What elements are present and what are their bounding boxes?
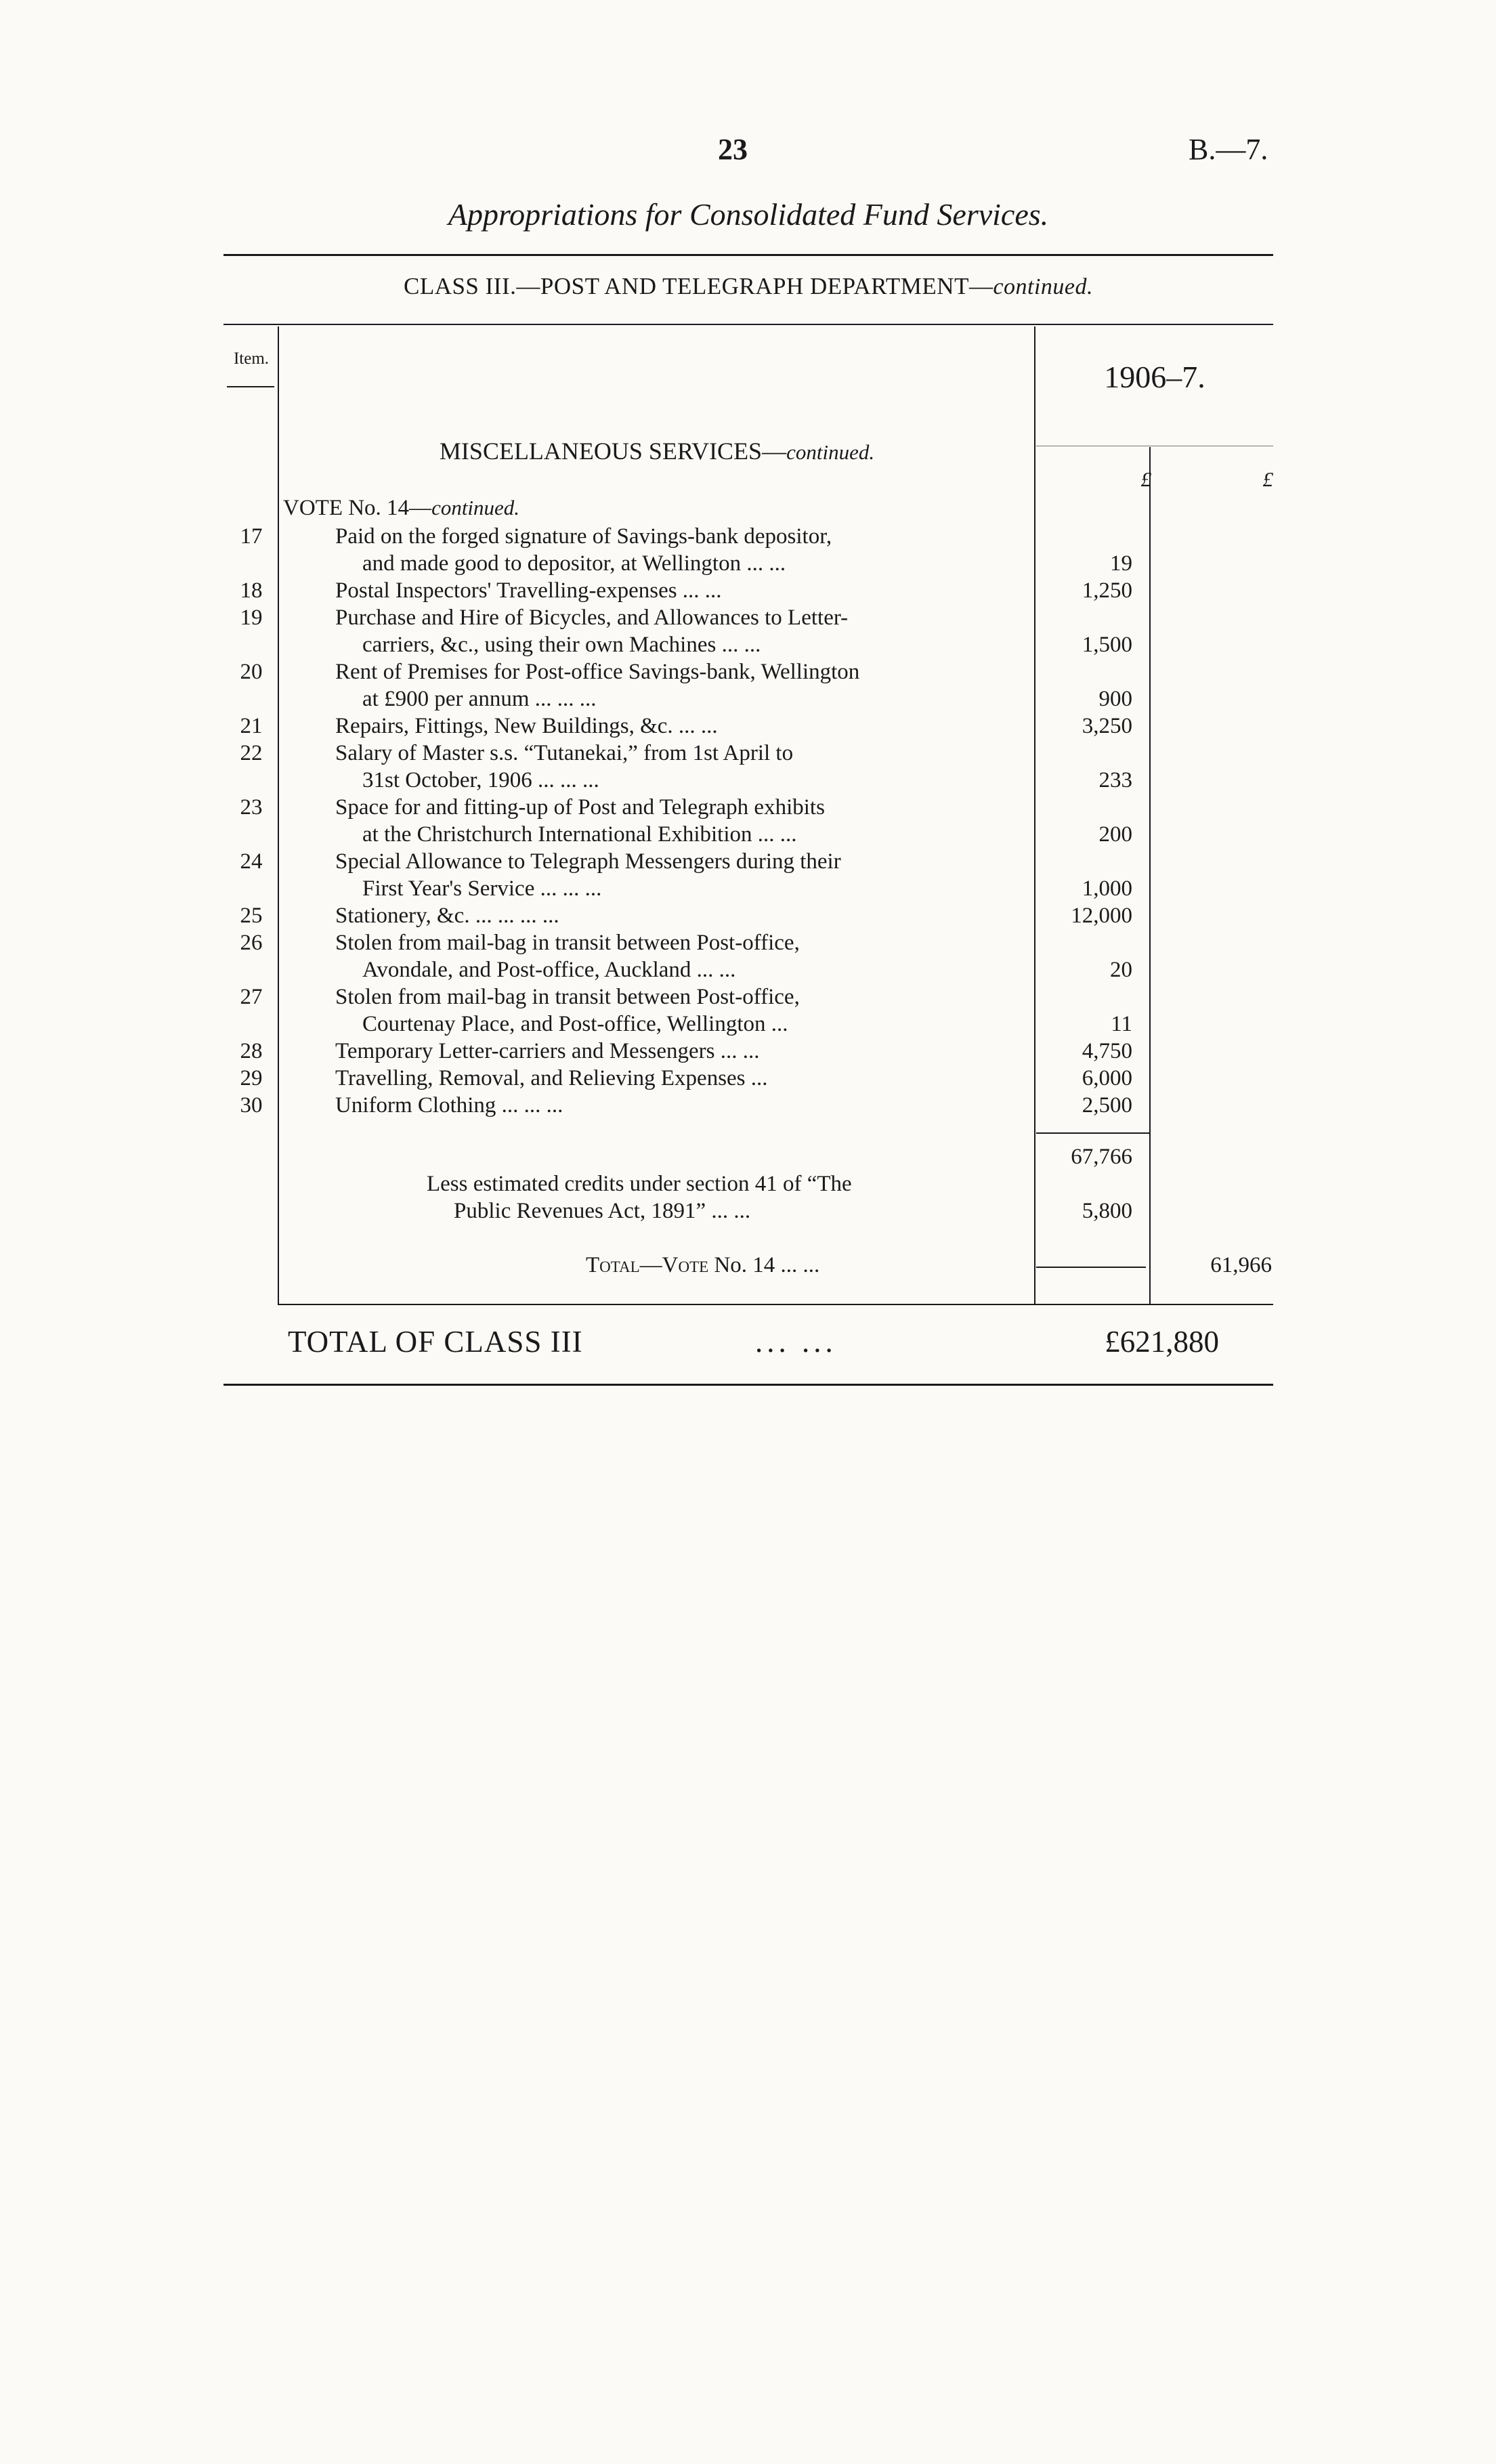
section-heading — [284, 437, 1029, 465]
item-description — [335, 983, 1023, 1038]
item-number: 21 — [240, 714, 263, 738]
item-description — [335, 604, 1023, 658]
item-description-line: Salary of Master s.s. “Tutanekai,” from 1st April to — [335, 741, 794, 765]
item-amount: 3,250 — [1082, 714, 1132, 738]
item-description-line: Travelling, Removal, and Relieving Expenses ... — [335, 1066, 768, 1090]
footer-rule — [223, 1384, 1273, 1386]
item-number: 20 — [240, 660, 263, 684]
credits-label-line: Less estimated credits under section 41 of “The — [427, 1172, 852, 1196]
item-number: 30 — [240, 1093, 263, 1118]
item-number: 26 — [240, 931, 263, 955]
section-heading-continued: continued. — [786, 440, 875, 464]
item-description-line: Special Allowance to Telegraph Messengers during their — [335, 849, 841, 874]
item-description-line: 31st October, 1906 ... ... ... — [362, 768, 599, 792]
item-description — [335, 1065, 1023, 1092]
credits-amount: 5,800 — [1082, 1199, 1132, 1223]
vote-heading-main: VOTE No. 14— — [283, 496, 432, 520]
item-description-line: Paid on the forged signature of Savings-bank depositor, — [335, 524, 832, 549]
item-description-line: at £900 per annum ... ... ... — [362, 687, 597, 711]
item-description-line: and made good to depositor, at Wellington ... ... — [362, 551, 786, 576]
amount-column-rule — [1034, 326, 1035, 1305]
item-description-line: carriers, &c., using their own Machines ... ... — [362, 633, 761, 657]
item-amount: 6,000 — [1082, 1066, 1132, 1090]
table-bottom-rule — [278, 1304, 1273, 1305]
item-amount: 19 — [1110, 551, 1132, 576]
item-description — [335, 848, 1023, 902]
item-description-line: Courtenay Place, and Post-office, Wellington ... — [362, 1012, 788, 1036]
item-description-line: Stolen from mail-bag in transit between Post-office, — [335, 931, 800, 955]
credits-label — [427, 1170, 1023, 1225]
vote-total-label — [586, 1252, 1023, 1279]
item-amount: 12,000 — [1071, 904, 1132, 928]
item-description — [335, 929, 1023, 983]
page-number: 23 — [718, 133, 748, 166]
item-description — [335, 658, 1023, 713]
item-description — [335, 1038, 1023, 1065]
vote-total-label-caps: Total—Vote — [586, 1253, 709, 1277]
currency-symbol-amounts: £ — [1140, 467, 1151, 491]
item-description — [335, 902, 1023, 929]
item-description-line: Avondale, and Post-office, Auckland ... ... — [362, 958, 736, 982]
vote-heading-continued: continued. — [431, 496, 520, 519]
item-number: 17 — [240, 524, 263, 549]
item-number: 18 — [240, 578, 263, 603]
item-number: 27 — [240, 985, 263, 1009]
item-amount: 200 — [1098, 822, 1132, 847]
item-amount: 4,750 — [1082, 1039, 1132, 1063]
currency-symbol-totals: £ — [1262, 467, 1273, 491]
document-code: B.—7. — [1189, 133, 1268, 166]
section-heading-main: MISCELLANEOUS SERVICES— — [439, 438, 787, 465]
subtotal-amount: 67,766 — [1071, 1145, 1132, 1169]
class-heading — [223, 273, 1273, 300]
item-number: 19 — [240, 606, 263, 630]
table-top-rule — [223, 324, 1273, 325]
item-amount: 2,500 — [1082, 1093, 1132, 1118]
item-description-line: Repairs, Fittings, New Buildings, &c. ... ... — [335, 714, 718, 738]
item-amount: 11 — [1111, 1012, 1132, 1036]
item-column-header: Item. — [233, 349, 270, 368]
item-amount: 900 — [1098, 687, 1132, 711]
item-description — [335, 713, 1023, 740]
item-number: 25 — [240, 904, 263, 928]
item-description — [335, 577, 1023, 604]
item-number: 28 — [240, 1039, 263, 1063]
vote-total-amount: 61,966 — [1210, 1253, 1272, 1277]
item-amount: 1,250 — [1082, 578, 1132, 603]
item-number: 24 — [240, 849, 263, 874]
header-rule — [223, 254, 1273, 256]
class-total-leader-dots: ... ... — [755, 1325, 837, 1359]
item-amount: 1,000 — [1082, 876, 1132, 901]
item-amount: 20 — [1110, 958, 1132, 982]
item-description-line: First Year's Service ... ... ... — [362, 876, 602, 901]
item-description-line: Stationery, &c. ... ... ... ... — [335, 904, 559, 928]
vote-total-rule — [1036, 1267, 1146, 1268]
item-description-line: Stolen from mail-bag in transit between Post-office, — [335, 985, 800, 1009]
item-description-line: Rent of Premises for Post-office Savings-bank, Wellington — [335, 660, 860, 684]
item-number: 22 — [240, 741, 263, 765]
item-description-line: Temporary Letter-carriers and Messengers ... ... — [335, 1039, 760, 1063]
item-description — [335, 523, 1023, 577]
class-heading-main: CLASS III.—POST AND TELEGRAPH DEPARTMENT— — [403, 273, 993, 299]
item-header-underline — [227, 386, 274, 387]
item-number: 29 — [240, 1066, 263, 1090]
total-column-rule — [1149, 447, 1151, 1305]
item-description-line: at the Christchurch International Exhibition ... ... — [362, 822, 797, 847]
vote-total-label-rest: No. 14 ... ... — [708, 1253, 820, 1277]
item-description-line: Postal Inspectors' Travelling-expenses ... ... — [335, 578, 722, 603]
item-description-line: Purchase and Hire of Bicycles, and Allowances to Letter- — [335, 606, 849, 630]
vote-heading — [283, 496, 519, 521]
credits-label-line: Public Revenues Act, 1891” ... ... — [454, 1199, 751, 1223]
item-number: 23 — [240, 795, 263, 820]
page-title: Appropriations for Consolidated Fund Services. — [448, 197, 1049, 232]
year-column-header: 1906–7. — [1104, 360, 1205, 394]
class-heading-continued: continued. — [993, 274, 1094, 299]
item-amount: 1,500 — [1082, 633, 1132, 657]
class-total-amount: £621,880 — [1105, 1325, 1219, 1359]
item-description — [335, 740, 1023, 794]
item-description — [335, 794, 1023, 848]
class-total-label: TOTAL OF CLASS III — [288, 1325, 583, 1359]
item-description-line: Space for and fitting-up of Post and Telegraph exhibits — [335, 795, 825, 820]
item-description-line: Uniform Clothing ... ... ... — [335, 1093, 563, 1118]
item-amount: 233 — [1098, 768, 1132, 792]
item-description — [335, 1092, 1023, 1119]
subtotal-rule — [1036, 1132, 1150, 1134]
